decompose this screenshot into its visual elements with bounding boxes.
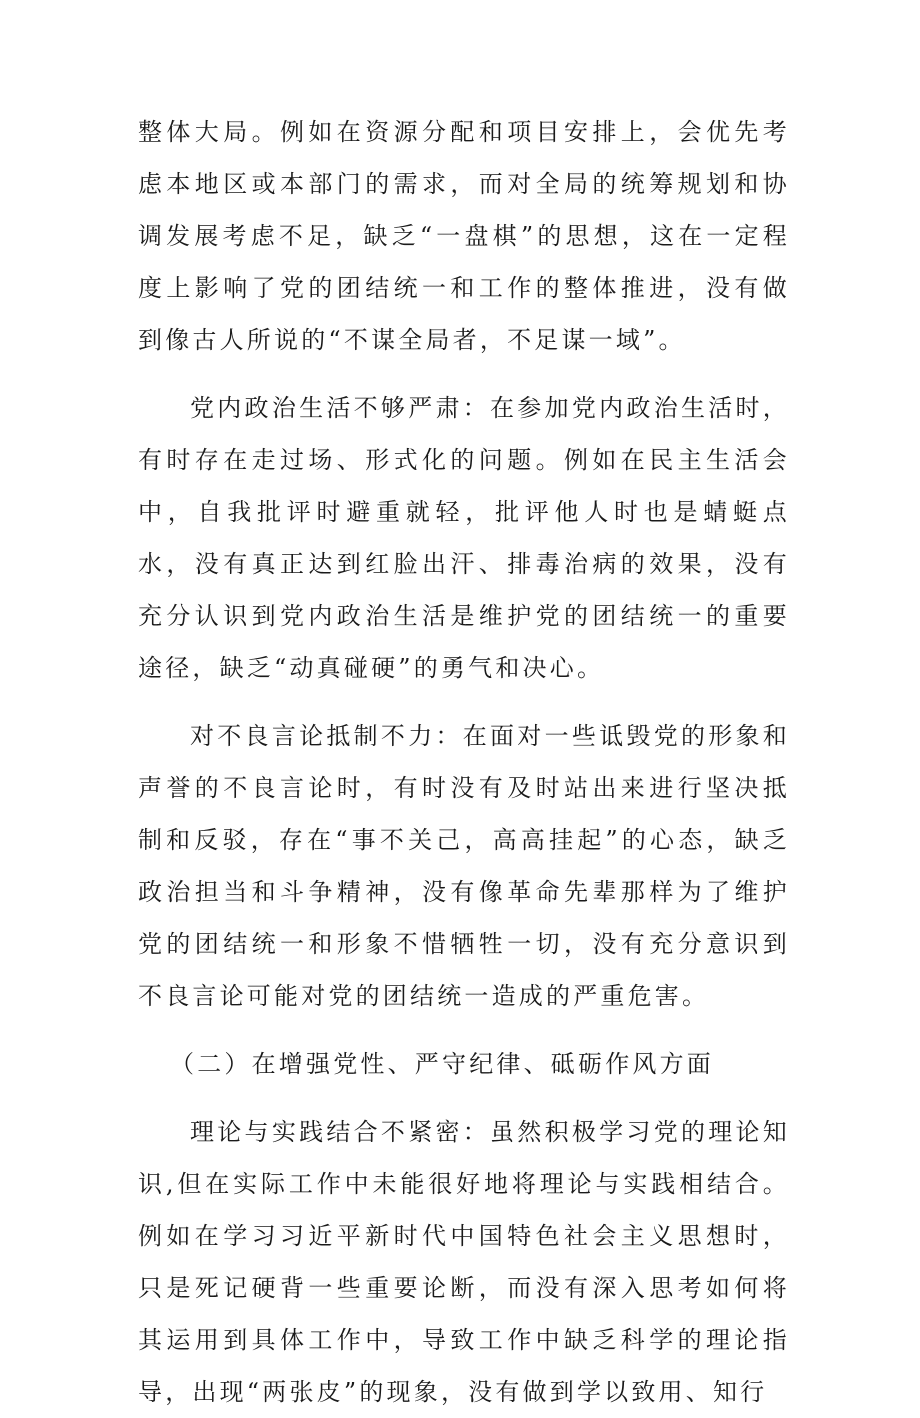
body-paragraph-3: 对不良言论抵制不力：在面对一些诋毁党的形象和声誉的不良言论时，有时没有及时站出来进行坚决抵制和反驳，存在“事不关己，高高挂起”的心态，缺乏政治担当和斗争精神，没有像革命先辈那样为了维护党的团结统一和形象不惜牺牲一切，没有充分意识到不良言论可能对党的团结统一造成的严重危害。 bbox=[138, 722, 790, 1010]
section-heading: （二）在增强党性、严守纪律、砥砺作风方面 bbox=[170, 1050, 714, 1078]
body-paragraph-2: 党内政治生活不够严肃：在参加党内政治生活时，有时存在走过场、形式化的问题。例如在民主生活会中，自我批评时避重就轻，批评他人时也是蜻蜓点水，没有真正达到红脸出汗、排毒治病的效果，没有充分认识到党内政治生活是维护党的团结统一的重要途径，缺乏“动真碰硬”的勇气和决心。 bbox=[138, 394, 790, 682]
body-paragraph-4: 理论与实践结合不紧密：虽然积极学习党的理论知识,但在实际工作中未能很好地将理论与实践相结合。例如在学习习近平新时代中国特色社会主义思想时，只是死记硬背一些重要论断，而没有深入思考如何将其运用到具体工作中，导致工作中缺乏科学的理论指导，出现“两张皮”的现象，没有做到学以致用、知行 bbox=[138, 1118, 790, 1406]
body-paragraph-1: 整体大局。例如在资源分配和项目安排上，会优先考虑本地区或本部门的需求，而对全局的统筹规划和协调发展考虑不足，缺乏“一盘棋”的思想，这在一定程度上影响了党的团结统一和工作的整体推进，没有做到像古人所说的“不谋全局者，不足谋一域”。 bbox=[138, 118, 790, 354]
